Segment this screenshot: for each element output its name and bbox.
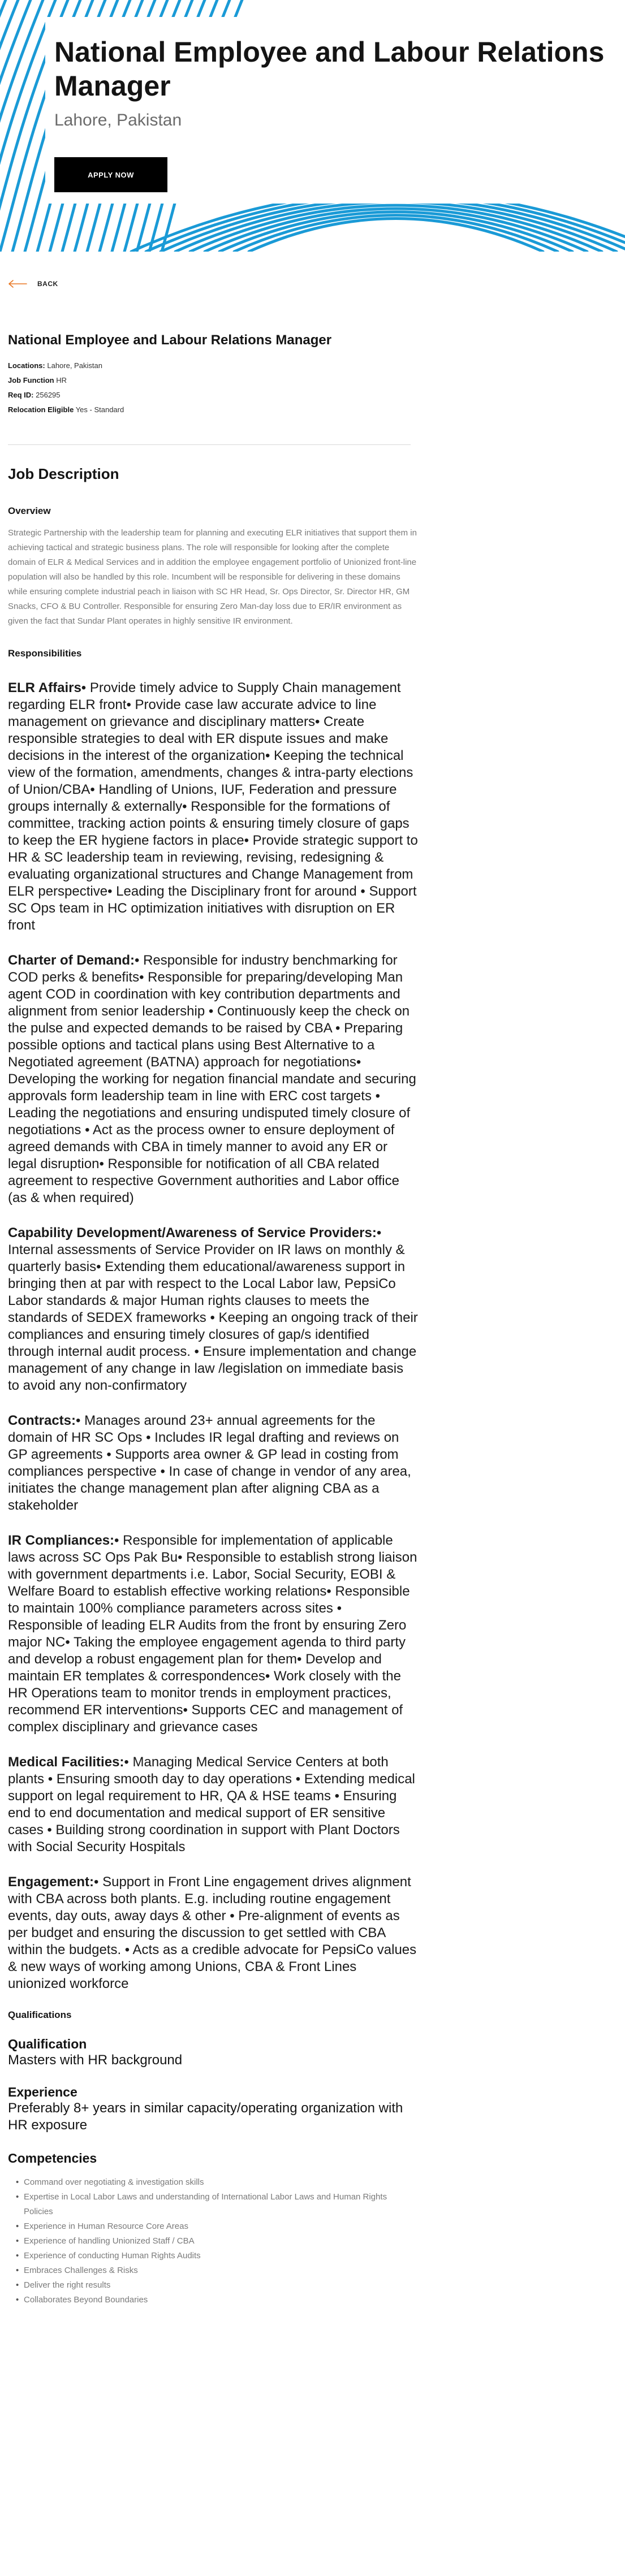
responsibility-text: • Manages around 23+ annual agreements for the domain of HR SC Ops • Includes IR legal drafting and reviews on GP agreements • Supports area owner & GP lead in costing from compliances perspective • In case of change in vendor of any area, initiates the change management plan after aligning CBA as a stakeholder: [8, 1413, 411, 1513]
list-item: • Deliver the right results: [8, 2278, 418, 2293]
responsibility-label: Contracts:: [8, 1413, 76, 1428]
meta-locations-label: Locations:: [8, 361, 45, 370]
responsibility-engagement: [8, 1874, 418, 1992]
back-link[interactable]: [8, 277, 58, 291]
responsibility-text: • Internal assessments of Service Provider on IR laws on monthly & quarterly basis• Extending them educational/awareness support in bringing then at par with respect to the Local Labor law, PepsiCo Labor standards & major Human rights clauses to meets the standards of SEDEX frameworks • Keeping an ongoing track of their compliances and ensuring timely closures of gap/s identified through internal audit process. • Ensure implementation and change management of any change in law /legislation on immediate basis to avoid any non-confirmatory: [8, 1225, 418, 1393]
responsibility-contracts: [8, 1412, 418, 1514]
meta-req-id-value: 256295: [36, 391, 61, 399]
meta-job-function: [8, 373, 415, 388]
qualification-text: Masters with HR background: [8, 2052, 183, 2068]
hero-banner: [0, 0, 625, 252]
job-description: [8, 465, 418, 2307]
list-item: • Command over negotiating & investigation skills: [8, 2175, 418, 2190]
qualifications-heading: Qualifications: [8, 2009, 72, 2020]
job-location: Lahore, Pakistan: [54, 111, 182, 129]
stripe-line: [0, 0, 35, 252]
summary-title: National Employee and Labour Relations Manager: [8, 332, 332, 348]
arrow-left-icon: [8, 279, 27, 288]
responsibility-label: Charter of Demand:: [8, 953, 135, 968]
job-meta: [8, 358, 415, 417]
responsibility-label: IR Compliances:: [8, 1533, 115, 1548]
responsibility-capability-development: [8, 1225, 418, 1394]
list-item: • Collaborates Beyond Boundaries: [8, 2293, 418, 2307]
experience-text: Preferably 8+ years in similar capacity/operating organization with HR exposure: [8, 2100, 403, 2133]
responsibility-ir-compliances: [8, 1532, 418, 1736]
job-title: National Employee and Labour Relations Manager: [54, 36, 605, 102]
overview-heading: Overview: [8, 505, 51, 516]
responsibility-charter-of-demand: [8, 952, 418, 1207]
responsibility-text: • Responsible for industry benchmarking for COD perks & benefits• Responsible for preparing/developing Man agent COD in coordination with key contribution departments and alignment from senior leadership • Continuously keep the check on the pulse and expected demands to be raised by CBA • Preparing possible options and tactical plans using Best Alternative to a Negotiated agreement (BATNA) approach for negotiations• Developing the working for negation financial mandate and securing approvals form leadership team in line with ERC cost targets • Leading the negotiations and ensuring undisputed timely closure of negotiations • Act as the process owner to ensure deployment of agreed demands with CBA in timely manner to avoid any ER or legal disruption• Responsible for notification of all CBA related agreement to respective Government authorities and Labor office (as & when required): [8, 953, 416, 1205]
meta-locations-value: Lahore, Pakistan: [47, 361, 102, 370]
responsibility-text: • Responsible for implementation of applicable laws across SC Ops Pak Bu• Responsible to establish strong liaison with government departments i.e. Labor, Social Security, EOBI & Welfare Board to establish effective working relations• Responsible to maintain 100% compliance parameters across sites • Responsible of leading ELR Audits from the front by ensuring Zero major NC• Taking the employee engagement agenda to third party and develop a robust engagement plan for them• Develop and maintain ER templates & correspondences• Work closely with the HR Operations team to monitor trends in employment practices, recommend ER interventions• Supports CEC and management of complex disciplinary and grievance cases: [8, 1533, 417, 1735]
list-item: • Expertise in Local Labor Laws and understanding of International Labor Laws and Human Rights Policies: [8, 2190, 418, 2219]
meta-job-function-label: Job Function: [8, 376, 54, 384]
responsibilities-heading: Responsibilities: [8, 648, 82, 659]
job-description-heading: Job Description: [8, 465, 119, 482]
list-item: • Embraces Challenges & Risks: [8, 2263, 418, 2278]
list-item: • Experience of conducting Human Rights Audits: [8, 2249, 418, 2263]
meta-relocation-label: Relocation Eligible: [8, 405, 74, 414]
responsibility-text: • Support in Front Line engagement drives alignment with CBA across both plants. E.g. including routine engagement events, day outs, away days & other • Pre-alignment of events as per budget and ensuring the discussion to get settled with CBA within the budgets. • Acts as a credible advocate for PepsiCo values & new ways of working among Unions, CBA & Front Lines unionized workforce: [8, 1874, 417, 1991]
responsibility-elr-affairs: [8, 680, 418, 934]
responsibility-text: • Provide timely advice to Supply Chain management regarding ELR front• Provide case law accurate advice to line management on grievance and disciplinary matters• Create responsible strategies to deal with ER dispute issues and make decisions in the interest of the organization• Keeping the technical view of the formation, amendments, changes & intra-party elections of Union/CBA• Handling of Unions, IUF, Federation and pressure groups internally & externally• Responsible for the formations of committee, tracking action points & ensuring timely closure of gaps to keep the ER hygiene factors in place• Provide strategic support to HR & SC leadership team in reviewing, revising, redesigning & evaluating organizational structures and Change Management from ELR perspective• Leading the Disciplinary front for around • Support SC Ops team in HC optimization initiatives with disruption on ER front: [8, 680, 418, 933]
overview-text: Strategic Partnership with the leadership team for planning and executing ELR initiatives that support them in achieving tactical and strategic business plans. The role will responsible for looking after the complete domain of ELR & Medical Services and in addition the employee engagement portfolio of Unionized front-line population will also be handled by this role. Incumbent will be responsible for delivering in these domains while ensuring complete industrial peach in liaison with SC HR Head, Sr. Ops Director, Sr. Director HR, GM Snacks, CFO & BU Controller. Responsible for ensuring Zero Man-day loss due to ER/IR environment as given the fact that Sundar Plant operates in highly sensitive IR environment.: [8, 528, 417, 626]
meta-relocation: [8, 403, 415, 417]
stripe-line: [249, 219, 543, 252]
job-summary: [8, 332, 415, 417]
meta-job-function-value: HR: [56, 376, 67, 384]
responsibility-text: • Managing Medical Service Centers at both plants • Ensuring smooth day to day operations • Extending medical support on legal requirement to HR, QA & HSE teams • Ensuring end to end documentation and medical support of ER sensitive cases • Building strong coordination in support with Plant Doctors with Social Security Hospitals: [8, 1754, 415, 1855]
responsibility-label: Medical Facilities:: [8, 1754, 124, 1770]
responsibility-label: Engagement:: [8, 1874, 94, 1890]
meta-req-id: [8, 388, 415, 403]
meta-req-id-label: Req ID:: [8, 391, 34, 399]
list-item: • Experience of handling Unionized Staff / CBA: [8, 2234, 418, 2249]
list-item: • Experience in Human Resource Core Areas: [8, 2219, 418, 2234]
meta-relocation-value: Yes - Standard: [75, 405, 124, 414]
competencies-list: [8, 2175, 418, 2307]
qualification-heading: Qualification: [8, 2037, 87, 2051]
responsibility-medical-facilities: [8, 1754, 418, 1856]
apply-now-button[interactable]: APPLY NOW: [54, 157, 167, 192]
responsibility-label: ELR Affairs: [8, 680, 81, 695]
meta-locations: [8, 358, 415, 373]
responsibility-label: Capability Development/Awareness of Service Providers:: [8, 1225, 377, 1241]
hero-content: [54, 35, 620, 130]
back-label: BACK: [37, 280, 58, 288]
divider: [8, 444, 411, 445]
experience-heading: Experience: [8, 2085, 77, 2099]
competencies-heading: Competencies: [8, 2151, 97, 2166]
